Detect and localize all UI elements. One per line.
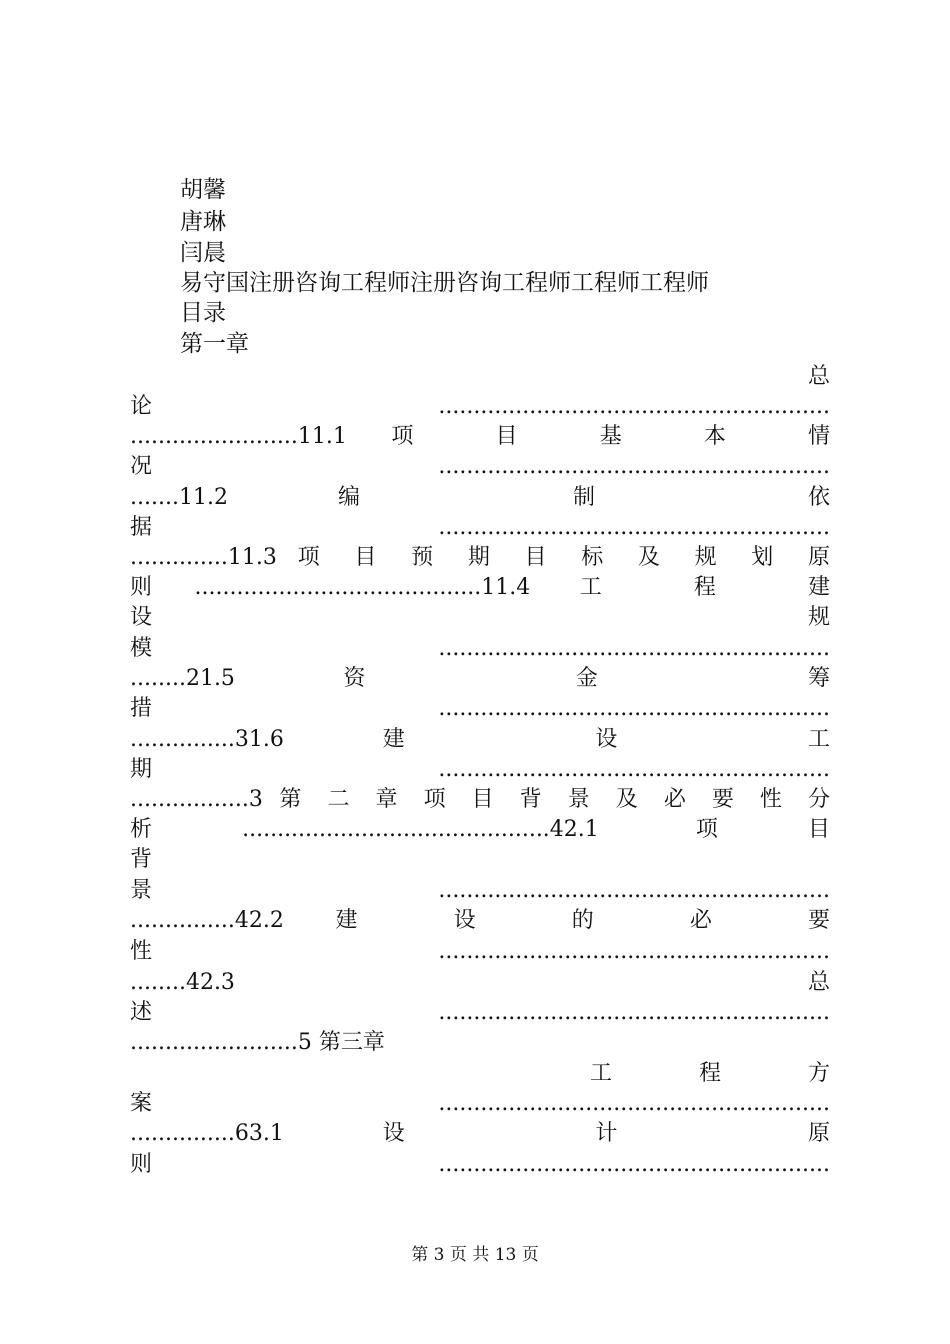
toc-line: 则.........................................11.4 工 程 建 <box>130 575 830 600</box>
toc-line: 背 <box>130 847 153 872</box>
org-line: 易守国注册咨询工程师注册咨询工程师工程师工程师 <box>180 270 709 296</box>
toc-line: ........42.3 总 <box>130 970 830 995</box>
toc-line: 论........................................................ <box>130 394 830 419</box>
toc-line: ..............11.3 项 目 预 期 目 标 及 规 划 原 <box>130 545 830 570</box>
toc-line: 据........................................................ <box>130 515 830 540</box>
toc-line: 析............................................42.1 项目 <box>130 817 830 842</box>
toc-line: ........21.5 资 金 筹 <box>130 666 830 691</box>
toc-line: ...............31.6 建 设 工 <box>130 727 830 752</box>
toc-line: 景........................................................ <box>130 878 830 903</box>
toc-line: ...............42.2 建 设 的 必 要 <box>130 908 830 933</box>
toc-line: 性........................................................ <box>130 939 830 964</box>
name-line-3: 闫晨 <box>180 240 226 266</box>
toc-line: 案........................................................ <box>130 1091 830 1116</box>
toc-title: 目录 <box>180 300 226 326</box>
name-line-1: 胡馨 <box>180 177 226 203</box>
toc-line: 况........................................................ <box>130 454 830 479</box>
toc-line: 措........................................................ <box>130 696 830 721</box>
toc-line: ........................5 第三章 <box>130 1030 385 1055</box>
toc-line: 总 <box>807 364 830 389</box>
name-line-2: 唐琳 <box>180 209 226 235</box>
toc-line: 述........................................................ <box>130 1000 830 1025</box>
toc-line: 工 程 方 <box>590 1061 830 1086</box>
toc-line: ...............63.1 设 计 原 <box>130 1121 830 1146</box>
toc-line: 模........................................................ <box>130 636 830 661</box>
toc-line: ........................11.1 项 目 基 本 情 <box>130 424 830 449</box>
toc-line: .......11.2 编 制 依 <box>130 485 830 510</box>
toc-line: 则........................................................ <box>130 1152 830 1177</box>
chapter-one-heading: 第一章 <box>180 331 249 357</box>
toc-line: 期........................................................ <box>130 757 830 782</box>
page-footer: 第 3 页 共 13 页 <box>411 1245 539 1265</box>
toc-line: .................3 第 二 章 项 目 背 景 及 必 要 性 分 <box>130 787 830 812</box>
toc-line: 设 规 <box>130 605 830 630</box>
